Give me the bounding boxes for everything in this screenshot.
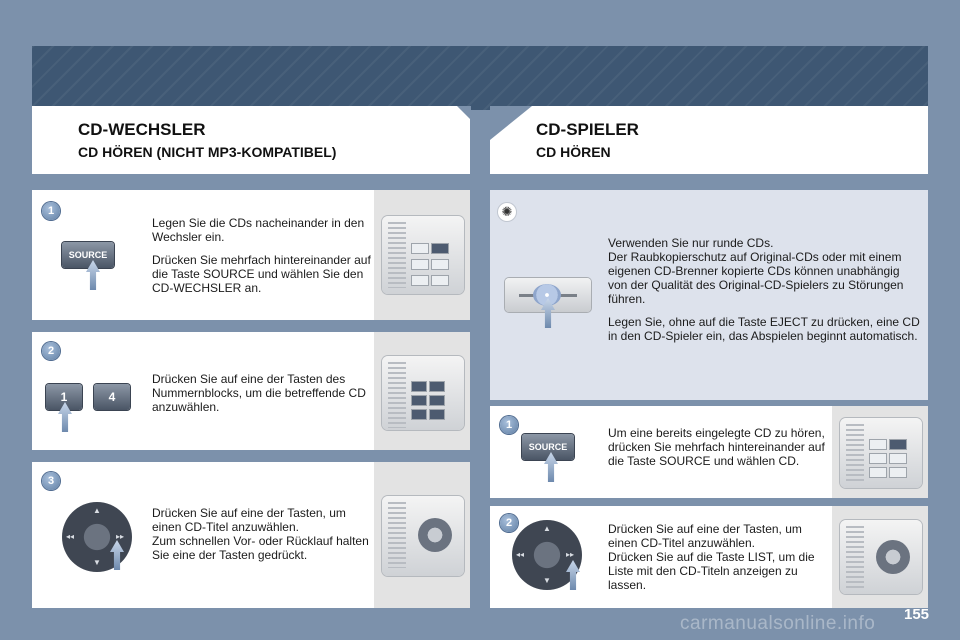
right-step-1-panel [490, 406, 928, 498]
dpad-right-glyph: ▸▸ [116, 532, 125, 541]
info-paragraph: Verwenden Sie nur runde CDs. Der Raubkopierschutz auf Original-CDs oder mit einem eigenen CD-Brenner kopierte CDs können unabhängig von der Qualität des Original-CD-Spielers zu Störungen führen. [608, 236, 904, 306]
dpad-right-glyph: ▸▸ [566, 550, 575, 559]
step-paragraph: Um eine bereits eingelegte CD zu hören, drücken Sie mehrfach hintereinander auf die Taste SOURCE und wählen CD. [608, 426, 825, 468]
right-step-2-panel [490, 506, 928, 608]
step-text [152, 506, 372, 571]
source-button: SOURCE [522, 434, 574, 460]
source-button: SOURCE [62, 242, 114, 268]
left-step-2-panel [32, 332, 470, 450]
radio-thumbnail [832, 506, 928, 608]
radio-thumbnail [374, 332, 470, 450]
left-step-3-panel [32, 462, 470, 608]
radio-thumbnail [374, 190, 470, 320]
left-header [32, 106, 470, 174]
dpad-down-glyph: ▼ [93, 558, 101, 567]
right-header [490, 106, 928, 174]
section-subtitle: CD HÖREN (NICHT MP3-KOMPATIBEL) [78, 144, 337, 160]
bulb-icon: ✺ [498, 203, 516, 221]
dpad-down-glyph: ▼ [543, 576, 551, 585]
radio-thumbnail [832, 406, 928, 498]
step-paragraph: Legen Sie die CDs nacheinander in den Wechsler ein. [152, 216, 365, 244]
dpad-icon [62, 502, 132, 572]
step-number-badge: 3 [42, 472, 60, 490]
dpad-left-glyph: ◂◂ [66, 532, 75, 541]
step-text [608, 522, 828, 601]
step-paragraph: Drücken Sie auf eine der Tasten, um einen CD-Titel anzuwählen. Zum schnellen Vor- oder Rücklauf halten Sie eine der Tasten gedrückt. [152, 506, 369, 562]
watermark: carmanualsonline.info [680, 613, 876, 634]
step-number-badge: 1 [42, 202, 60, 220]
page-number: 155 [904, 606, 930, 623]
step-text [152, 372, 372, 423]
step-paragraph: Drücken Sie mehrfach hintereinander auf die Taste SOURCE und wählen Sie den CD-WECHSLER an. [152, 253, 371, 295]
step-text [152, 216, 372, 304]
left-step-1-panel [32, 190, 470, 320]
section-subtitle: CD HÖREN [536, 144, 611, 160]
step-text [608, 426, 828, 477]
section-title: CD-WECHSLER [78, 120, 206, 139]
dpad-up-glyph: ▲ [543, 524, 551, 533]
step-paragraph: Drücken Sie auf eine der Tasten des Nummernblocks, um die betreffende CD anzuwählen. [152, 372, 366, 414]
step-paragraph: Drücken Sie auf eine der Tasten, um einen CD-Titel anzuwählen. Drücken Sie auf die Taste LIST, um die Liste mit den CD-Titeln anzeigen zu lassen. [608, 522, 815, 592]
step-number-badge: 2 [500, 514, 518, 532]
top-banner [32, 46, 928, 110]
info-text [608, 236, 920, 352]
section-title: CD-SPIELER [536, 120, 639, 139]
step-number-badge: 1 [500, 416, 518, 434]
preset-button-4: 4 [94, 384, 130, 410]
dpad-left-glyph: ◂◂ [516, 550, 525, 559]
info-paragraph: Legen Sie, ohne auf die Taste EJECT zu drücken, eine CD in den CD-Spieler ein, das Abspielen beginnt automatisch. [608, 315, 920, 343]
dpad-up-glyph: ▲ [93, 506, 101, 515]
radio-thumbnail [374, 462, 470, 608]
step-number-badge: 2 [42, 342, 60, 360]
preset-button-1: 1 [46, 384, 82, 410]
